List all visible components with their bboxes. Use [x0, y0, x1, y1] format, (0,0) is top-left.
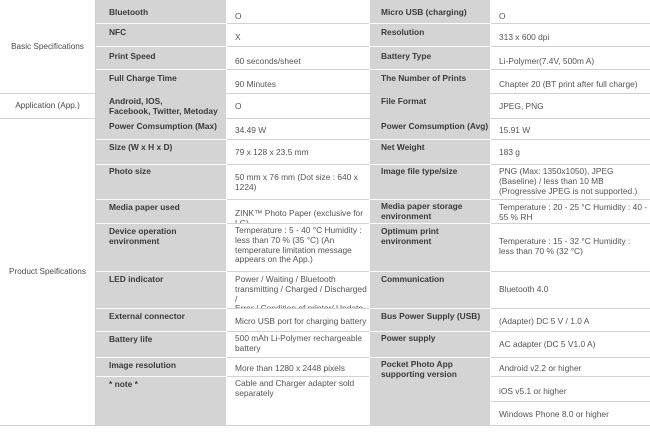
spec-value: iOS v5.1 or higher	[491, 377, 650, 401]
spec-label: * note *	[96, 377, 226, 425]
spec-value: 183 g	[491, 140, 650, 164]
spec-label: Size (W x H x D)	[96, 140, 226, 164]
spec-value: Power / Waiting / Bluetooth transmitting / Charged / Discharged /	[227, 272, 369, 308]
spec-label: Net Weight	[370, 140, 490, 164]
section-basic	[0, 0, 95, 93]
row-divider	[227, 46, 369, 47]
spec-value: X	[227, 24, 369, 46]
spec-label: Battery Type	[370, 47, 490, 69]
spec-value: ZINK™ Photo Paper (exclusive for	[227, 200, 369, 223]
spec-value: O	[491, 0, 650, 23]
row-divider	[491, 23, 650, 24]
spec-label: Photo size	[96, 165, 226, 199]
spec-value: Li-Polymer(7.4V, 500m A)	[491, 47, 650, 69]
spec-label: Battery life	[96, 332, 226, 357]
spec-label: Full Charge Time	[96, 70, 226, 93]
spec-value: Android v2.2 or higher	[491, 358, 650, 376]
spec-label: NFC	[96, 24, 226, 46]
spec-value: JPEG, PNG	[491, 94, 650, 118]
spec-label: Android, IOS, Facebook, Twitter, Metoday	[96, 94, 226, 118]
spec-label: Resolution	[370, 24, 490, 46]
spec-value: Chapter 20 (BT print after full charge)	[491, 70, 650, 93]
row-divider	[491, 271, 650, 272]
row-divider	[491, 308, 650, 309]
spec-value: 15.91 W	[491, 119, 650, 139]
spec-value: O	[227, 94, 369, 118]
spec-value: 79 x 128 x 23.5 mm	[227, 140, 369, 164]
spec-value: PNG (Max: 1350x1050), JPEG (Baseline) / less than 10 MB (Progressive JPEG is not supported.)	[491, 165, 650, 199]
spec-label: Power Comsumption (Avg)	[370, 119, 490, 139]
row-divider	[0, 93, 650, 94]
row-divider	[491, 401, 650, 402]
spec-value: 500 mAh Li-Polymer rechargeable battery	[227, 332, 369, 357]
row-divider	[227, 69, 369, 70]
spec-value: O	[227, 0, 369, 23]
row-divider	[491, 199, 650, 200]
row-divider	[491, 376, 650, 377]
row-divider	[227, 271, 369, 272]
row-divider	[491, 139, 650, 140]
row-divider	[227, 139, 369, 140]
row-divider	[491, 46, 650, 47]
row-divider	[0, 425, 650, 426]
spec-value: AC adapter (DC 5 V1.0 A)	[491, 332, 650, 357]
spec-label: Bus Power Supply (USB)	[370, 309, 490, 331]
row-divider	[491, 223, 650, 224]
spec-label: Pocket Photo App supporting version	[370, 358, 490, 425]
spec-label: Media paper storage environment	[370, 200, 490, 223]
row-divider	[491, 357, 650, 358]
section-product-label: Product Speifications	[9, 267, 86, 277]
row-divider	[227, 308, 369, 309]
spec-label: Micro USB (charging)	[370, 0, 490, 23]
spec-label: Image resolution	[96, 358, 226, 376]
spec-label: Print Speed	[96, 47, 226, 69]
row-divider	[491, 164, 650, 165]
spec-value: Windows Phone 8.0 or higher	[491, 402, 650, 425]
spec-label: The Number of Prints	[370, 70, 490, 93]
spec-value: Temperature : 20 - 25 °C Humidity : 40 - 55 % RH	[491, 200, 650, 223]
row-divider	[227, 376, 369, 377]
spec-label: Image file type/size	[370, 165, 490, 199]
section-product	[0, 119, 95, 425]
section-app	[0, 94, 95, 118]
spec-value: (Adapter) DC 5 V / 1.0 A	[491, 309, 650, 331]
section-app-label: Application (App.)	[15, 101, 80, 111]
spec-value: 50 mm x 76 mm (Dot size : 640 x 1224)	[227, 165, 369, 199]
row-divider	[227, 23, 369, 24]
spec-value: Micro USB port for charging battery	[227, 309, 369, 331]
spec-value: Cable and Charger adapter sold separately	[227, 377, 369, 425]
spec-value: Bluetooth 4.0	[491, 272, 650, 308]
spec-label: File Format	[370, 94, 490, 118]
spec-value: 34.49 W	[227, 119, 369, 139]
spec-label: LED indicator	[96, 272, 226, 308]
row-divider	[227, 357, 369, 358]
spec-value: Temperature : 15 - 32 °C Humidity : less than 70 % (32 °C)	[491, 224, 650, 271]
spec-label: Device operation environment	[96, 224, 226, 271]
spec-label: Power Comsumption (Max)	[96, 119, 226, 139]
spec-label: Power supply	[370, 332, 490, 357]
spec-value: Temperature : 5 - 40 °C Humidity : less than 70 % (35 °C) (An temperature limitation message appears on the App.)	[227, 224, 369, 271]
row-divider	[0, 118, 650, 119]
row-divider	[227, 331, 369, 332]
spec-value: 60 seconds/sheet	[227, 47, 369, 69]
spec-label: External connector	[96, 309, 226, 331]
spec-label: Optimum print environment	[370, 224, 490, 271]
spec-value: 313 x 600 dpi	[491, 24, 650, 46]
spec-value: 90 Minutes	[227, 70, 369, 93]
row-divider	[227, 199, 369, 200]
section-basic-label: Basic Specifications	[11, 41, 84, 51]
spec-label: Bluetooth	[96, 0, 226, 23]
row-divider	[491, 331, 650, 332]
row-divider	[227, 164, 369, 165]
row-divider	[491, 69, 650, 70]
column-divider	[95, 0, 96, 426]
spec-label: Communication	[370, 272, 490, 308]
spec-value: More than 1280 x 2448 pixels	[227, 358, 369, 376]
row-divider	[227, 223, 369, 224]
spec-label: Media paper used	[96, 200, 226, 223]
